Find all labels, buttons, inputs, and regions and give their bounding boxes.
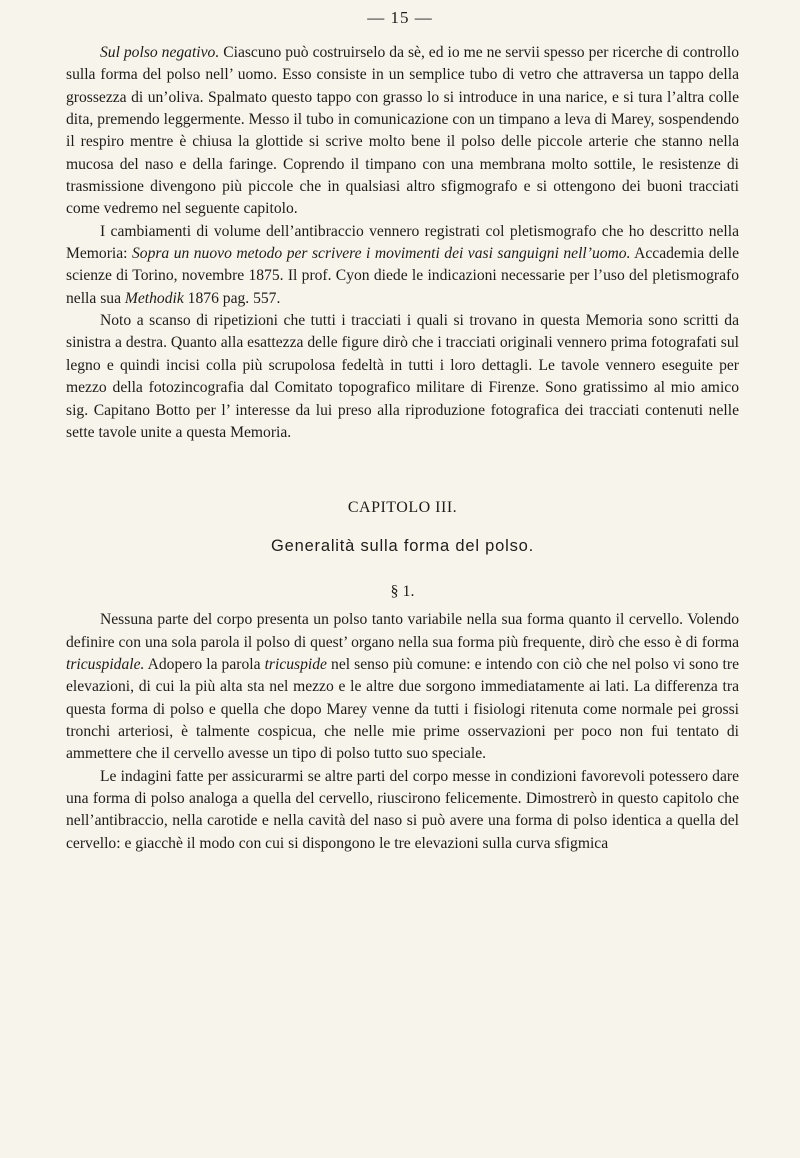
paragraph-text: Accademia delle scienze di Torino, novembre 1875. Il prof. Cyon diede le indicazioni necessarie per l’uso del pletismografo nella sua [66,245,740,307]
paragraph-plethysmograph [66,221,739,310]
paragraph-text: I cambiamenti di volume dell’antibraccio vennero registrati col pletismografo che ho descritto nella Memoria: [66,222,739,263]
term-tricuspidale: tricuspidale. [66,655,145,673]
paragraph-text: nel senso più comune: e intendo con ciò che nel polso vi sono tre elevazioni, di cui la più alta sta nel mezzo e le altre due sorgono immediatamente ai lati. La differenza tra questa forma di polso e quella che dopo Marey venne da tutti i fisiologi ritenuta come normale pei grossi tronchi arteriosi, è talmente cospicua, che nelle mie prime osservazioni per poco non fui tentato di ammettere che il cervello avesse un tipo di polso tutto suo speciale. [66,655,739,763]
paragraph-lead: Sul polso negativo. [100,44,220,61]
paragraph-text: Ciascuno può costruirselo da sè, ed io me ne servii spesso per ricerche di controllo sulla forma del polso nell’ uomo. Esso consiste in un semplice tubo di vetro che attraversa un tappo della grossezza di un’oliva. Spalmato questo tappo con grasso lo si introduce in una narice, e si tura l’altra colle dita, premendo leggermente. Messo il tubo in comunicazione con un timpano a leva di Marey, sospendendo il respiro mentre è chiusa la glottide si scrive molto bene il polso delle piccole arterie che stanno nella mucosa del naso e della faringe. Coprendo il timpano con una membrana molto sottile, le resistenze di trasmissione divengono più piccole che in qualsiasi altro sfigmografo e si ottengono dei buoni tracciati come vedremo nel seguente capitolo. [66,44,739,218]
section-marker: § 1. [390,582,415,600]
paragraph-text: Nessuna parte del corpo presenta un polso tanto variabile nella sua forma quanto il cervello. Volendo definire con una sola parola il polso di quest’ organo nella sua forma più frequente, dirò che esso è di forma [66,611,739,651]
page-number: — 15 — [367,8,433,27]
chapter-heading: CAPITOLO III. [347,499,458,517]
memoir-title: Sopra un nuovo metodo per scrivere i movimenti dei vasi sanguigni nell’uomo. [131,245,631,263]
body-text [66,42,739,855]
term-tricuspide: tricuspide [264,655,327,673]
chapter-subtitle: Generalità sulla forma del polso. [270,536,535,555]
paragraph-text: 1876 pag. 557. [183,289,281,307]
paragraph-investigations: Le indagini fatte per assicurarmi se altre parti del corpo messe in condizioni favorevoli potessero dare una forma di polso analoga a quella del cervello, riuscirono felicemente. Dimostrerò in questo capitolo che nell’antibraccio, nella carotide e nella cavità del naso si può avere una forma di polso identica a quella del cervello: e giacchè il modo con cui si dispongono le tre elevazioni sulla curva sfigmica [66,767,739,852]
paragraph-negative-pulse [66,42,739,221]
journal-title: Methodik [124,289,184,307]
paragraph-tracings: Noto a scanso di ripetizioni che tutti i tracciati i quali si trovano in questa Memoria sono scritti da sinistra a destra. Quanto alla esattezza delle figure dirò che i tracciati originali vennero prima fotografati sul legno e quindi incisi colla più scrupolosa fedeltà in tutti i loro dettagli. Le tavole vennero eseguite per mezzo della fotozincografia dal Comitato topografico militare di Firenze. Sono gratissimo al mio amico sig. Capitano Botto per l’ interesse da lui preso alla riproduzione fotografica dei tracciati contenuti nelle sette tavole unite a questa Memoria. [66,312,739,441]
paragraph-brain-pulse [66,609,739,765]
paragraph-text: Adopero la parola [144,655,265,673]
